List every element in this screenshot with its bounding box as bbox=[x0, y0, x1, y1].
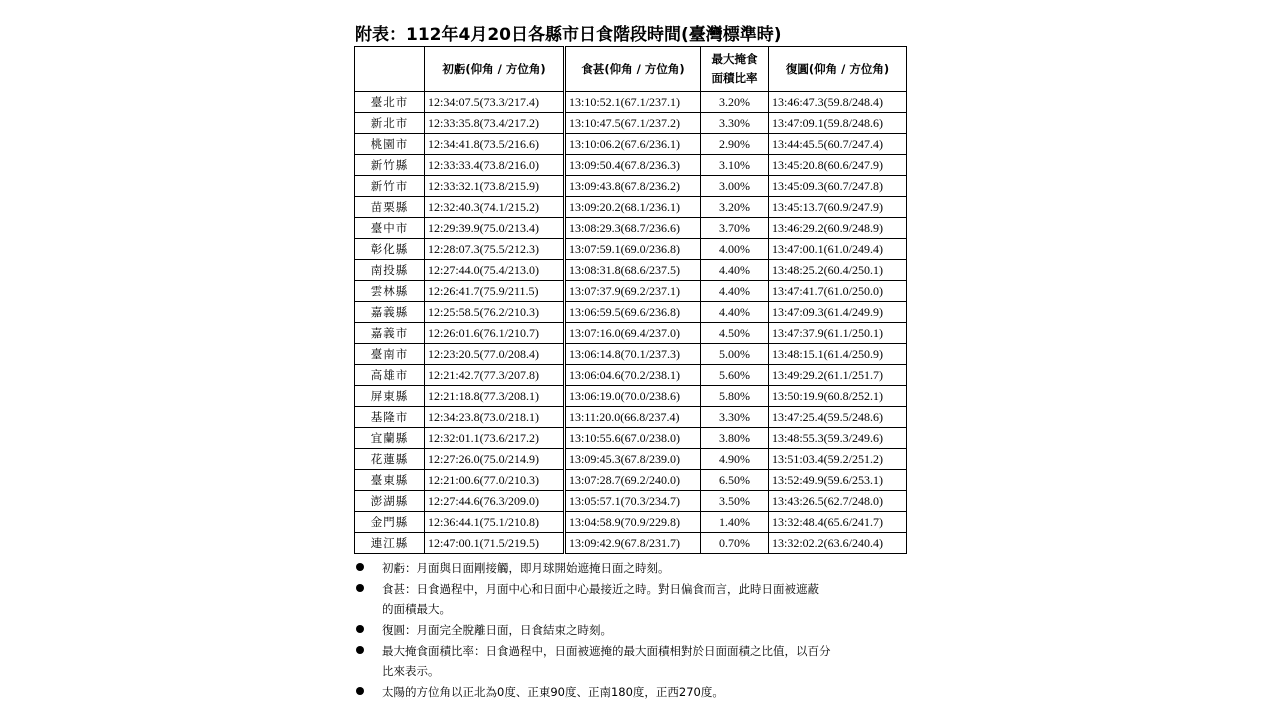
table-row bbox=[355, 323, 907, 344]
maximum-eclipse-cell: 13:09:43.8(67.8/236.2) bbox=[565, 176, 701, 197]
first-contact-cell: 12:21:42.7(77.3/207.8) bbox=[425, 365, 565, 386]
table-header-row bbox=[355, 47, 907, 92]
first-contact-cell: 12:27:44.6(76.3/209.0) bbox=[425, 491, 565, 512]
table-row bbox=[355, 197, 907, 218]
first-contact-cell: 12:27:44.0(75.4/213.0) bbox=[425, 260, 565, 281]
last-contact-cell: 13:45:20.8(60.6/247.9) bbox=[769, 155, 907, 176]
maximum-eclipse-cell: 13:08:31.8(68.6/237.5) bbox=[565, 260, 701, 281]
maximum-eclipse-cell: 13:07:16.0(69.4/237.0) bbox=[565, 323, 701, 344]
obscuration-ratio-cell: 3.70% bbox=[701, 218, 769, 239]
note-text: 太陽的方位角以正北為0度、正東90度、正南180度，正西270度。 bbox=[382, 685, 724, 699]
location-cell: 宜蘭縣 bbox=[355, 428, 425, 449]
obscuration-ratio-cell: 4.40% bbox=[701, 281, 769, 302]
location-cell: 雲林縣 bbox=[355, 281, 425, 302]
location-cell: 連江縣 bbox=[355, 533, 425, 554]
location-cell: 苗栗縣 bbox=[355, 197, 425, 218]
last-contact-cell: 13:44:45.5(60.7/247.4) bbox=[769, 134, 907, 155]
last-contact-cell: 13:48:15.1(61.4/250.9) bbox=[769, 344, 907, 365]
note-item bbox=[354, 682, 910, 702]
last-contact-cell: 13:47:41.7(61.0/250.0) bbox=[769, 281, 907, 302]
header-last-contact: 復圓(仰角 / 方位角) bbox=[769, 47, 907, 92]
obscuration-ratio-cell: 3.30% bbox=[701, 407, 769, 428]
first-contact-cell: 12:21:00.6(77.0/210.3) bbox=[425, 470, 565, 491]
table-row bbox=[355, 386, 907, 407]
location-cell: 新竹市 bbox=[355, 176, 425, 197]
first-contact-cell: 12:33:33.4(73.8/216.0) bbox=[425, 155, 565, 176]
maximum-eclipse-cell: 13:09:50.4(67.8/236.3) bbox=[565, 155, 701, 176]
table-row bbox=[355, 407, 907, 428]
notes-list bbox=[354, 558, 910, 702]
first-contact-cell: 12:28:07.3(75.5/212.3) bbox=[425, 239, 565, 260]
first-contact-cell: 12:29:39.9(75.0/213.4) bbox=[425, 218, 565, 239]
location-cell: 基隆市 bbox=[355, 407, 425, 428]
maximum-eclipse-cell: 13:06:59.5(69.6/236.8) bbox=[565, 302, 701, 323]
maximum-eclipse-cell: 13:10:52.1(67.1/237.1) bbox=[565, 92, 701, 113]
header-max-obscuration-line2: 面積比率 bbox=[711, 71, 758, 85]
first-contact-cell: 12:33:35.8(73.4/217.2) bbox=[425, 113, 565, 134]
obscuration-ratio-cell: 3.50% bbox=[701, 491, 769, 512]
last-contact-cell: 13:50:19.9(60.8/252.1) bbox=[769, 386, 907, 407]
first-contact-cell: 12:34:07.5(73.3/217.4) bbox=[425, 92, 565, 113]
note-item bbox=[354, 641, 910, 681]
maximum-eclipse-cell: 13:06:19.0(70.0/238.6) bbox=[565, 386, 701, 407]
maximum-eclipse-cell: 13:07:37.9(69.2/237.1) bbox=[565, 281, 701, 302]
maximum-eclipse-cell: 13:09:45.3(67.8/239.0) bbox=[565, 449, 701, 470]
note-text: 初虧：月面與日面剛接觸，即月球開始遮掩日面之時刻。 bbox=[382, 561, 670, 575]
last-contact-cell: 13:32:48.4(65.6/241.7) bbox=[769, 512, 907, 533]
last-contact-cell: 13:48:25.2(60.4/250.1) bbox=[769, 260, 907, 281]
last-contact-cell: 13:51:03.4(59.2/251.2) bbox=[769, 449, 907, 470]
first-contact-cell: 12:25:58.5(76.2/210.3) bbox=[425, 302, 565, 323]
obscuration-ratio-cell: 4.90% bbox=[701, 449, 769, 470]
header-max-obscuration bbox=[701, 47, 769, 92]
bullet-icon bbox=[356, 625, 364, 633]
header-first-contact: 初虧(仰角 / 方位角) bbox=[425, 47, 565, 92]
maximum-eclipse-cell: 13:10:06.2(67.6/236.1) bbox=[565, 134, 701, 155]
table-row bbox=[355, 449, 907, 470]
bullet-icon bbox=[356, 584, 364, 592]
table-row bbox=[355, 281, 907, 302]
location-cell: 嘉義市 bbox=[355, 323, 425, 344]
table-row bbox=[355, 260, 907, 281]
obscuration-ratio-cell: 3.20% bbox=[701, 197, 769, 218]
maximum-eclipse-cell: 13:08:29.3(68.7/236.6) bbox=[565, 218, 701, 239]
note-text: 復圓：月面完全脫離日面，日食結束之時刻。 bbox=[382, 623, 612, 637]
header-max-obscuration-line1: 最大掩食 bbox=[711, 52, 758, 66]
location-cell: 花蓮縣 bbox=[355, 449, 425, 470]
note-text-continued: 的面積最大。 bbox=[382, 602, 451, 616]
note-text: 食甚：日食過程中，月面中心和日面中心最接近之時。對日偏食而言，此時日面被遮蔽 bbox=[382, 582, 819, 596]
obscuration-ratio-cell: 0.70% bbox=[701, 533, 769, 554]
location-cell: 新竹縣 bbox=[355, 155, 425, 176]
note-text-continued: 比來表示。 bbox=[382, 664, 440, 678]
location-cell: 桃園市 bbox=[355, 134, 425, 155]
first-contact-cell: 12:34:41.8(73.5/216.6) bbox=[425, 134, 565, 155]
obscuration-ratio-cell: 4.40% bbox=[701, 302, 769, 323]
last-contact-cell: 13:47:37.9(61.1/250.1) bbox=[769, 323, 907, 344]
obscuration-ratio-cell: 3.30% bbox=[701, 113, 769, 134]
location-cell: 彰化縣 bbox=[355, 239, 425, 260]
bullet-icon bbox=[356, 563, 364, 571]
first-contact-cell: 12:32:40.3(74.1/215.2) bbox=[425, 197, 565, 218]
note-item bbox=[354, 620, 910, 640]
first-contact-cell: 12:32:01.1(73.6/217.2) bbox=[425, 428, 565, 449]
maximum-eclipse-cell: 13:10:47.5(67.1/237.2) bbox=[565, 113, 701, 134]
location-cell: 澎湖縣 bbox=[355, 491, 425, 512]
last-contact-cell: 13:46:47.3(59.8/248.4) bbox=[769, 92, 907, 113]
maximum-eclipse-cell: 13:04:58.9(70.9/229.8) bbox=[565, 512, 701, 533]
table-row bbox=[355, 365, 907, 386]
first-contact-cell: 12:27:26.0(75.0/214.9) bbox=[425, 449, 565, 470]
obscuration-ratio-cell: 6.50% bbox=[701, 470, 769, 491]
table-row bbox=[355, 302, 907, 323]
last-contact-cell: 13:45:09.3(60.7/247.8) bbox=[769, 176, 907, 197]
first-contact-cell: 12:26:41.7(75.9/211.5) bbox=[425, 281, 565, 302]
header-location bbox=[355, 47, 425, 92]
first-contact-cell: 12:26:01.6(76.1/210.7) bbox=[425, 323, 565, 344]
last-contact-cell: 13:47:09.3(61.4/249.9) bbox=[769, 302, 907, 323]
first-contact-cell: 12:36:44.1(75.1/210.8) bbox=[425, 512, 565, 533]
note-item bbox=[354, 558, 910, 578]
location-cell: 臺東縣 bbox=[355, 470, 425, 491]
maximum-eclipse-cell: 13:06:04.6(70.2/238.1) bbox=[565, 365, 701, 386]
first-contact-cell: 12:33:32.1(73.8/215.9) bbox=[425, 176, 565, 197]
bullet-icon bbox=[356, 687, 364, 695]
last-contact-cell: 13:32:02.2(63.6/240.4) bbox=[769, 533, 907, 554]
first-contact-cell: 12:23:20.5(77.0/208.4) bbox=[425, 344, 565, 365]
first-contact-cell: 12:34:23.8(73.0/218.1) bbox=[425, 407, 565, 428]
obscuration-ratio-cell: 1.40% bbox=[701, 512, 769, 533]
obscuration-ratio-cell: 5.00% bbox=[701, 344, 769, 365]
eclipse-times-table bbox=[354, 46, 907, 554]
table-body bbox=[355, 92, 907, 554]
obscuration-ratio-cell: 5.80% bbox=[701, 386, 769, 407]
table-row bbox=[355, 92, 907, 113]
obscuration-ratio-cell: 3.10% bbox=[701, 155, 769, 176]
maximum-eclipse-cell: 13:07:59.1(69.0/236.8) bbox=[565, 239, 701, 260]
last-contact-cell: 13:43:26.5(62.7/248.0) bbox=[769, 491, 907, 512]
obscuration-ratio-cell: 3.00% bbox=[701, 176, 769, 197]
location-cell: 高雄市 bbox=[355, 365, 425, 386]
maximum-eclipse-cell: 13:07:28.7(69.2/240.0) bbox=[565, 470, 701, 491]
first-contact-cell: 12:21:18.8(77.3/208.1) bbox=[425, 386, 565, 407]
last-contact-cell: 13:52:49.9(59.6/253.1) bbox=[769, 470, 907, 491]
location-cell: 臺北市 bbox=[355, 92, 425, 113]
maximum-eclipse-cell: 13:05:57.1(70.3/234.7) bbox=[565, 491, 701, 512]
obscuration-ratio-cell: 3.20% bbox=[701, 92, 769, 113]
location-cell: 嘉義縣 bbox=[355, 302, 425, 323]
location-cell: 屏東縣 bbox=[355, 386, 425, 407]
note-item bbox=[354, 579, 910, 619]
last-contact-cell: 13:45:13.7(60.9/247.9) bbox=[769, 197, 907, 218]
maximum-eclipse-cell: 13:09:42.9(67.8/231.7) bbox=[565, 533, 701, 554]
table-row bbox=[355, 239, 907, 260]
last-contact-cell: 13:46:29.2(60.9/248.9) bbox=[769, 218, 907, 239]
location-cell: 臺中市 bbox=[355, 218, 425, 239]
obscuration-ratio-cell: 4.50% bbox=[701, 323, 769, 344]
maximum-eclipse-cell: 13:11:20.0(66.8/237.4) bbox=[565, 407, 701, 428]
document-page bbox=[352, 24, 912, 703]
first-contact-cell: 12:47:00.1(71.5/219.5) bbox=[425, 533, 565, 554]
page-title: 附表：112年4月20日各縣市日食階段時間(臺灣標準時) bbox=[355, 25, 782, 45]
last-contact-cell: 13:47:25.4(59.5/248.6) bbox=[769, 407, 907, 428]
table-row bbox=[355, 512, 907, 533]
table-row bbox=[355, 491, 907, 512]
table-row bbox=[355, 113, 907, 134]
maximum-eclipse-cell: 13:10:55.6(67.0/238.0) bbox=[565, 428, 701, 449]
last-contact-cell: 13:48:55.3(59.3/249.6) bbox=[769, 428, 907, 449]
table-row bbox=[355, 176, 907, 197]
obscuration-ratio-cell: 5.60% bbox=[701, 365, 769, 386]
last-contact-cell: 13:47:00.1(61.0/249.4) bbox=[769, 239, 907, 260]
obscuration-ratio-cell: 4.40% bbox=[701, 260, 769, 281]
location-cell: 南投縣 bbox=[355, 260, 425, 281]
table-row bbox=[355, 428, 907, 449]
obscuration-ratio-cell: 2.90% bbox=[701, 134, 769, 155]
table-row bbox=[355, 218, 907, 239]
last-contact-cell: 13:47:09.1(59.8/248.6) bbox=[769, 113, 907, 134]
location-cell: 金門縣 bbox=[355, 512, 425, 533]
obscuration-ratio-cell: 3.80% bbox=[701, 428, 769, 449]
note-text: 最大掩食面積比率：日食過程中，日面被遮掩的最大面積相對於日面面積之比值，以百分 bbox=[382, 644, 831, 658]
table-row bbox=[355, 344, 907, 365]
table-row bbox=[355, 155, 907, 176]
table-row bbox=[355, 470, 907, 491]
maximum-eclipse-cell: 13:09:20.2(68.1/236.1) bbox=[565, 197, 701, 218]
header-maximum-eclipse: 食甚(仰角 / 方位角) bbox=[565, 47, 701, 92]
obscuration-ratio-cell: 4.00% bbox=[701, 239, 769, 260]
location-cell: 新北市 bbox=[355, 113, 425, 134]
bullet-icon bbox=[356, 646, 364, 654]
location-cell: 臺南市 bbox=[355, 344, 425, 365]
table-row bbox=[355, 134, 907, 155]
table-row bbox=[355, 533, 907, 554]
maximum-eclipse-cell: 13:06:14.8(70.1/237.3) bbox=[565, 344, 701, 365]
last-contact-cell: 13:49:29.2(61.1/251.7) bbox=[769, 365, 907, 386]
